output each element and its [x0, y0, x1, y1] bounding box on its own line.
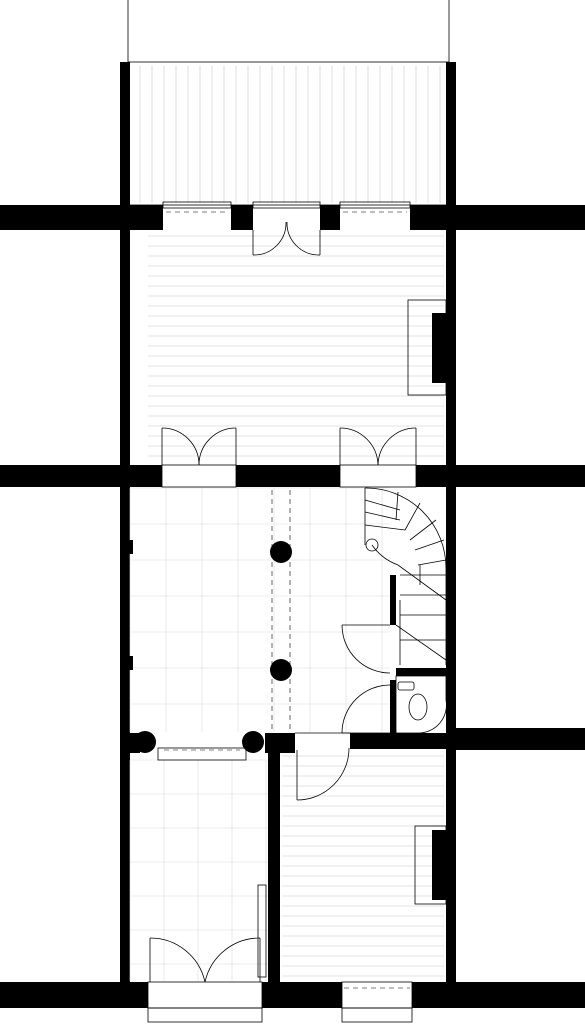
column-icon — [242, 731, 264, 753]
door-icon — [342, 625, 390, 733]
doors — [148, 202, 416, 1022]
column-icon — [270, 541, 292, 563]
door-icon — [295, 733, 350, 800]
stair-icon — [365, 488, 446, 665]
back-room — [282, 756, 446, 976]
kitchen-floor — [130, 760, 268, 981]
door-icon — [148, 938, 262, 1022]
door-icon — [163, 202, 410, 255]
toilet-icon — [396, 676, 446, 733]
column-icon — [134, 731, 156, 753]
balcony — [128, 0, 449, 205]
hall — [127, 488, 390, 753]
fireplace-icon — [408, 300, 446, 395]
column-icon — [270, 659, 292, 681]
back-room-floor — [282, 756, 444, 976]
front-room-floor — [148, 236, 444, 456]
kitchen — [130, 748, 268, 981]
door-icon — [342, 982, 412, 1022]
fireplace-icon — [415, 826, 446, 904]
hall-floor — [130, 488, 390, 732]
front-room — [148, 236, 446, 456]
balcony-floor — [140, 66, 440, 203]
